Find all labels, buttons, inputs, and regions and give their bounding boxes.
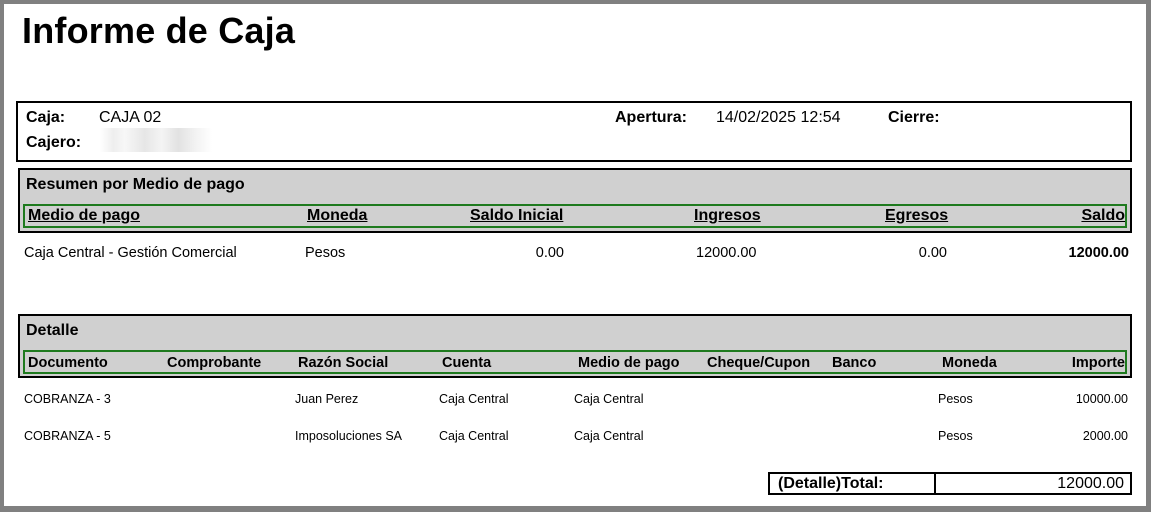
- summary-col-saldo: Saldo: [1081, 207, 1125, 224]
- apertura-value: 14/02/2025 12:54: [716, 109, 841, 126]
- cajero-label: Cajero:: [26, 134, 82, 151]
- detail-col-cheque: Cheque/Cupon: [707, 355, 811, 371]
- detail-moneda-cell: Pesos: [938, 429, 973, 443]
- summary-col-egresos: Egresos: [885, 207, 949, 224]
- caja-label: Caja:: [26, 109, 66, 126]
- detail-medio-cell: Caja Central: [574, 392, 644, 406]
- detail-total-value: 12000.00: [1057, 475, 1124, 492]
- detail-importe-cell: 2000.00: [1082, 429, 1128, 443]
- detail-medio-cell: Caja Central: [574, 429, 644, 443]
- summary-saldo-inicial-cell: 0.00: [535, 245, 564, 261]
- detail-col-banco: Banco: [832, 355, 877, 371]
- detail-total-label: (Detalle)Total:: [778, 475, 884, 492]
- summary-section-header: [18, 168, 1132, 233]
- detail-documento-cell: COBRANZA - 3: [24, 392, 111, 406]
- summary-ingresos-cell: 12000.00: [696, 245, 757, 261]
- summary-title: Resumen por Medio de pago: [26, 176, 245, 193]
- detail-cuenta-cell: Caja Central: [439, 392, 509, 406]
- summary-medio-cell: Caja Central - Gestión Comercial: [24, 245, 237, 261]
- detail-total-box: [768, 472, 1132, 495]
- detail-col-razon-social: Razón Social: [298, 355, 389, 371]
- detail-col-documento: Documento: [28, 355, 108, 371]
- summary-saldo-cell: 12000.00: [1068, 245, 1129, 261]
- detail-razon-social-cell: Juan Perez: [295, 392, 359, 406]
- detail-total-divider: [934, 474, 936, 493]
- summary-col-saldo-inicial: Saldo Inicial: [470, 207, 564, 224]
- detail-col-medio: Medio de pago: [578, 355, 680, 371]
- detail-razon-social-cell: Imposoluciones SA: [295, 429, 403, 443]
- summary-col-medio: Medio de pago: [28, 207, 140, 224]
- cierre-label: Cierre:: [888, 109, 940, 126]
- detail-cuenta-cell: Caja Central: [439, 429, 509, 443]
- detail-column-bar: [23, 350, 1127, 374]
- apertura-label: Apertura:: [615, 109, 688, 126]
- detail-importe-cell: 10000.00: [1075, 392, 1128, 406]
- summary-col-moneda: Moneda: [307, 207, 368, 224]
- detail-col-comprobante: Comprobante: [167, 355, 262, 371]
- detail-title: Detalle: [26, 322, 79, 339]
- cajero-value-redacted: [100, 128, 212, 152]
- summary-column-bar: [23, 204, 1127, 228]
- summary-col-ingresos: Ingresos: [694, 207, 761, 224]
- detail-col-cuenta: Cuenta: [442, 355, 492, 371]
- summary-moneda-cell: Pesos: [305, 245, 346, 261]
- report-page: [4, 4, 1146, 506]
- detail-documento-cell: COBRANZA - 5: [24, 429, 111, 443]
- report-title: Informe de Caja: [22, 10, 296, 51]
- detail-moneda-cell: Pesos: [938, 392, 973, 406]
- caja-value: CAJA 02: [99, 109, 162, 126]
- detail-col-moneda: Moneda: [942, 355, 997, 371]
- detail-section-header: [18, 314, 1132, 378]
- detail-col-importe: Importe: [1071, 355, 1125, 371]
- summary-egresos-cell: 0.00: [918, 245, 947, 261]
